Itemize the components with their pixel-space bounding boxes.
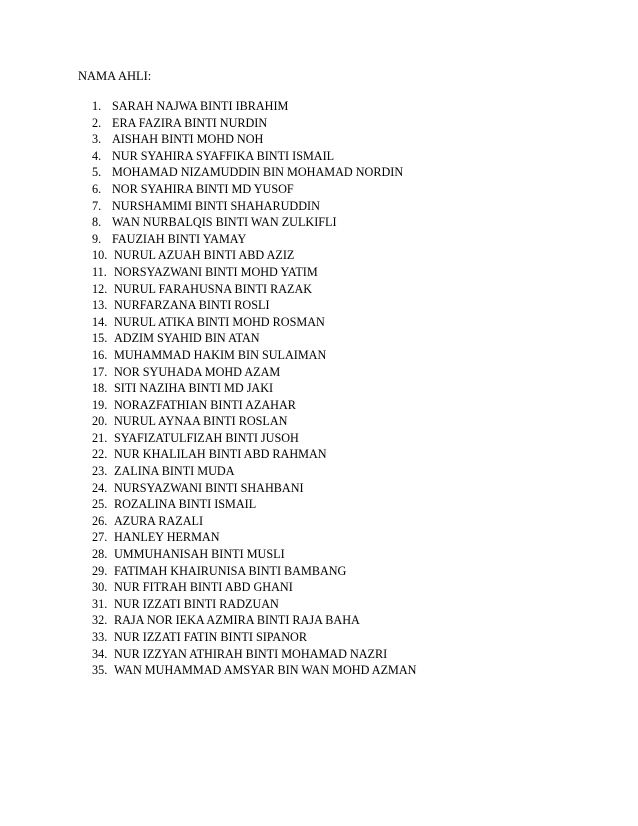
list-item-name: SYAFIZATULFIZAH BINTI JUSOH xyxy=(114,430,299,445)
list-item xyxy=(92,480,416,497)
list-item-number: 8. xyxy=(92,215,102,230)
list-item xyxy=(92,513,416,530)
list-item xyxy=(92,198,416,215)
list-item-number: 10. xyxy=(92,248,108,263)
list-item-name: SARAH NAJWA BINTI IBRAHIM xyxy=(112,99,289,113)
list-item-name: RAJA NOR IEKA AZMIRA BINTI RAJA BAHA xyxy=(114,613,360,628)
list-item xyxy=(92,314,416,331)
list-item-name: NUR SYAHIRA SYAFFIKA BINTI ISMAIL xyxy=(112,148,335,163)
list-item-number: 13. xyxy=(92,298,108,313)
list-item-number: 15. xyxy=(92,331,108,346)
list-item xyxy=(92,98,416,115)
list-item-name: NUR FITRAH BINTI ABD GHANI xyxy=(114,580,293,595)
list-item xyxy=(92,181,416,198)
list-item-name: UMMUHANISAH BINTI MUSLI xyxy=(114,547,285,562)
list-item xyxy=(92,148,416,165)
list-item-number: 18. xyxy=(92,381,108,396)
list-item-number: 12. xyxy=(92,281,108,296)
list-item-number: 5. xyxy=(92,165,102,180)
list-item xyxy=(92,380,416,397)
list-item xyxy=(92,446,416,463)
list-item-name: NOR SYUHADA MOHD AZAM xyxy=(114,364,281,379)
list-item-name: NURSYAZWANI BINTI SHAHBANI xyxy=(114,480,304,495)
list-item-name: NOR SYAHIRA BINTI MD YUSOF xyxy=(112,181,294,196)
list-item-name: AZURA RAZALI xyxy=(114,513,204,528)
list-item xyxy=(92,546,416,563)
list-item-number: 23. xyxy=(92,464,108,479)
list-item-number: 1. xyxy=(92,99,102,113)
member-list xyxy=(92,98,416,679)
list-item xyxy=(92,115,416,132)
list-heading: NAMA AHLI: xyxy=(78,69,152,83)
list-item-number: 11. xyxy=(92,264,107,279)
list-item xyxy=(92,612,416,629)
list-item xyxy=(92,214,416,231)
list-item-name: FATIMAH KHAIRUNISA BINTI BAMBANG xyxy=(114,563,347,578)
list-item-name: FAUZIAH BINTI YAMAY xyxy=(112,231,247,246)
list-item-number: 16. xyxy=(92,347,108,362)
list-item xyxy=(92,496,416,513)
list-item-number: 31. xyxy=(92,596,108,611)
list-item-name: NURUL AZUAH BINTI ABD AZIZ xyxy=(114,248,295,263)
list-item xyxy=(92,347,416,364)
list-item-number: 2. xyxy=(92,115,102,130)
list-item-name: HANLEY HERMAN xyxy=(114,530,220,545)
list-item-number: 27. xyxy=(92,530,108,545)
list-item-name: NURUL ATIKA BINTI MOHD ROSMAN xyxy=(114,314,325,329)
list-item xyxy=(92,131,416,148)
list-item xyxy=(92,231,416,248)
list-item-number: 30. xyxy=(92,580,108,595)
list-item-name: ERA FAZIRA BINTI NURDIN xyxy=(112,115,268,130)
list-item xyxy=(92,264,416,281)
list-item-name: ADZIM SYAHID BIN ATAN xyxy=(114,331,260,346)
list-item xyxy=(92,563,416,580)
list-item-name: NUR IZZATI FATIN BINTI SIPANOR xyxy=(114,630,307,644)
list-item-name: NURFARZANA BINTI ROSLI xyxy=(114,298,270,313)
list-item-name: MUHAMMAD HAKIM BIN SULAIMAN xyxy=(114,347,327,362)
list-item-number: 9. xyxy=(92,231,102,246)
list-item-name: ZALINA BINTI MUDA xyxy=(114,464,235,479)
list-item-number: 21. xyxy=(92,430,108,445)
list-item-name: MOHAMAD NIZAMUDDIN BIN MOHAMAD NORDIN xyxy=(112,165,404,180)
list-item xyxy=(92,579,416,596)
list-item-name: NUR IZZYAN ATHIRAH BINTI MOHAMAD NAZRI xyxy=(114,646,388,661)
list-item xyxy=(92,646,416,663)
list-item-name: NORAZFATHIAN BINTI AZAHAR xyxy=(114,397,296,412)
list-item-number: 14. xyxy=(92,314,108,329)
list-item-number: 22. xyxy=(92,447,108,462)
list-item xyxy=(92,247,416,264)
list-item-number: 20. xyxy=(92,414,108,429)
list-item xyxy=(92,164,416,181)
list-item-number: 25. xyxy=(92,497,108,512)
list-item xyxy=(92,596,416,613)
list-item-number: 34. xyxy=(92,646,108,661)
list-item-number: 4. xyxy=(92,148,102,163)
list-item-number: 19. xyxy=(92,397,108,412)
list-item-name: NURUL FARAHUSNA BINTI RAZAK xyxy=(114,281,313,296)
list-item xyxy=(92,297,416,314)
list-item-name: AISHAH BINTI MOHD NOH xyxy=(112,132,264,147)
list-item xyxy=(92,281,416,298)
list-item-name: NORSYAZWANI BINTI MOHD YATIM xyxy=(114,264,318,279)
list-item xyxy=(92,463,416,480)
list-item xyxy=(92,330,416,347)
list-item-number: 3. xyxy=(92,132,102,147)
list-item xyxy=(92,430,416,447)
list-item-name: NUR KHALILAH BINTI ABD RAHMAN xyxy=(114,447,327,462)
list-item xyxy=(92,413,416,430)
list-item-number: 17. xyxy=(92,364,108,379)
list-item-number: 33. xyxy=(92,630,108,644)
list-item-number: 35. xyxy=(92,663,108,678)
list-item-number: 28. xyxy=(92,547,108,562)
list-item-name: WAN NURBALQIS BINTI WAN ZULKIFLI xyxy=(112,215,337,230)
list-item xyxy=(92,662,416,679)
list-item-number: 24. xyxy=(92,480,108,495)
list-item-name: NUR IZZATI BINTI RADZUAN xyxy=(114,596,279,611)
list-item-number: 7. xyxy=(92,198,102,213)
list-item-number: 6. xyxy=(92,181,102,196)
list-item-number: 26. xyxy=(92,513,108,528)
list-item-name: NURSHAMIMI BINTI SHAHARUDDIN xyxy=(112,198,320,213)
list-item-number: 32. xyxy=(92,613,108,628)
list-item xyxy=(92,397,416,414)
list-item xyxy=(92,364,416,381)
list-item-name: SITI NAZIHA BINTI MD JAKI xyxy=(114,381,274,396)
list-item xyxy=(92,529,416,546)
list-item-name: WAN MUHAMMAD AMSYAR BIN WAN MOHD AZMAN xyxy=(114,663,417,678)
list-item-name: ROZALINA BINTI ISMAIL xyxy=(114,497,257,512)
list-item-name: NURUL AYNAA BINTI ROSLAN xyxy=(114,414,288,429)
list-item xyxy=(92,629,416,646)
list-item-number: 29. xyxy=(92,563,108,578)
